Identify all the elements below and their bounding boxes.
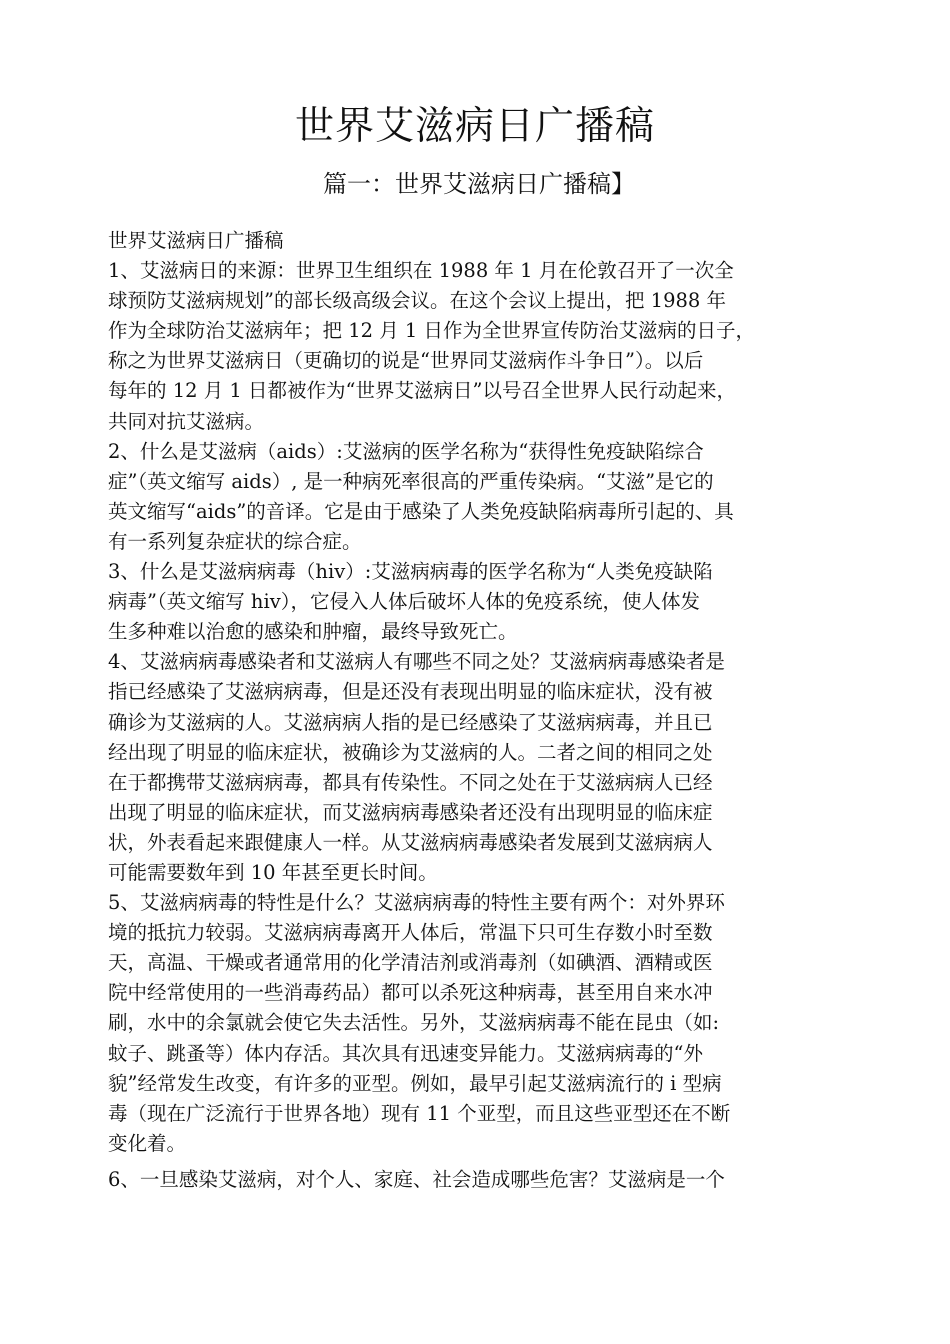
body-line: 6、一旦感染艾滋病，对个人、家庭、社会造成哪些危害？艾滋病是一个 bbox=[108, 1167, 725, 1191]
document-subtitle: 篇一：世界艾滋病日广播稿】 bbox=[323, 170, 635, 198]
body-line: 2、什么是艾滋病（aids）:艾滋病的医学名称为“获得性免疫缺陷综合 bbox=[108, 439, 704, 463]
document-title: 世界艾滋病日广播稿 bbox=[294, 104, 655, 149]
body-line: 世界艾滋病日广播稿 bbox=[108, 229, 284, 252]
body-line: 共同对抗艾滋病。 bbox=[108, 409, 265, 433]
body-line: 指已经感染了艾滋病病毒，但是还没有表现出明显的临床症状，没有被 bbox=[108, 680, 713, 704]
body-line: 英文缩写“aids”的音译。它是由于感染了人类免疫缺陷病毒所引起的、具 bbox=[108, 499, 734, 523]
body-line: 每年的 12 月 1 日都被作为“世界艾滋病日”以号召全世界人民行动起来， bbox=[108, 379, 736, 403]
body-line: 毒（现在广泛流行于世界各地）现有 11 个亚型，而且这些亚型还在不断 bbox=[108, 1101, 731, 1125]
body-line: 有一系列复杂症状的综合症。 bbox=[108, 529, 362, 553]
body-line: 确诊为艾滋病的人。艾滋病病人指的是已经感染了艾滋病病毒，并且已 bbox=[108, 710, 713, 734]
body-line: 可能需要数年到 10 年甚至更长时间。 bbox=[108, 860, 438, 884]
body-line: 症”（英文缩写 aids）, 是一种病死率很高的严重传染病。“艾滋”是它的 bbox=[108, 469, 714, 493]
body-line: 变化着。 bbox=[108, 1131, 187, 1155]
body-line: 出现了明显的临床症状，而艾滋病病毒感染者还没有出现明显的临床症 bbox=[108, 800, 713, 824]
body-line: 生多种难以治愈的感染和肿瘤，最终导致死亡。 bbox=[108, 620, 518, 644]
body-line: 在于都携带艾滋病病毒，都具有传染性。不同之处在于艾滋病病人已经 bbox=[108, 770, 713, 794]
body-line: 天，高温、干燥或者通常用的化学清洁剂或消毒剂（如碘酒、酒精或医 bbox=[108, 951, 713, 975]
body-line: 称之为世界艾滋病日（更确切的说是“世界同艾滋病作斗争日”）。以后 bbox=[108, 349, 704, 373]
body-line: 球预防艾滋病规划”的部长级高级会议。在这个会议上提出，把 1988 年 bbox=[108, 289, 726, 313]
body-line: 1、艾滋病日的来源：世界卫生组织在 1988 年 1 月在伦敦召开了一次全 bbox=[108, 259, 734, 283]
body-line: 4、艾滋病病毒感染者和艾滋病人有哪些不同之处？艾滋病病毒感染者是 bbox=[108, 650, 725, 674]
body-line: 经出现了明显的临床症状，被确诊为艾滋病的人。二者之间的相同之处 bbox=[108, 740, 713, 764]
body-line: 状，外表看起来跟健康人一样。从艾滋病病毒感染者发展到艾滋病病人 bbox=[108, 830, 713, 854]
body-line: 貌”经常发生改变，有许多的亚型。例如，最早引起艾滋病流行的 i 型病 bbox=[108, 1071, 722, 1095]
body-line: 3、什么是艾滋病病毒（hiv）:艾滋病病毒的医学名称为“人类免疫缺陷 bbox=[108, 560, 713, 584]
body-line: 刷，水中的余氯就会使它失去活性。另外，艾滋病病毒不能在昆虫（如: bbox=[108, 1011, 720, 1035]
body-line: 病毒”（英文缩写 hiv），它侵入人体后破坏人体的免疫系统，使人体发 bbox=[108, 590, 700, 614]
body-line: 蚊子、跳蚤等）体内存活。其次具有迅速变异能力。艾滋病病毒的“外 bbox=[108, 1041, 703, 1065]
body-line: 境的抵抗力较弱。艾滋病病毒离开人体后，常温下只可生存数小时至数 bbox=[108, 921, 713, 945]
body-line: 院中经常使用的一些消毒药品）都可以杀死这种病毒，甚至用自来水冲 bbox=[108, 981, 713, 1005]
body-line: 5、艾滋病病毒的特性是什么？艾滋病病毒的特性主要有两个：对外界环 bbox=[108, 891, 725, 915]
body-line: 作为全球防治艾滋病年；把 12 月 1 日作为全世界宣传防治艾滋病的日子， bbox=[108, 319, 756, 343]
document-body bbox=[108, 226, 848, 1195]
